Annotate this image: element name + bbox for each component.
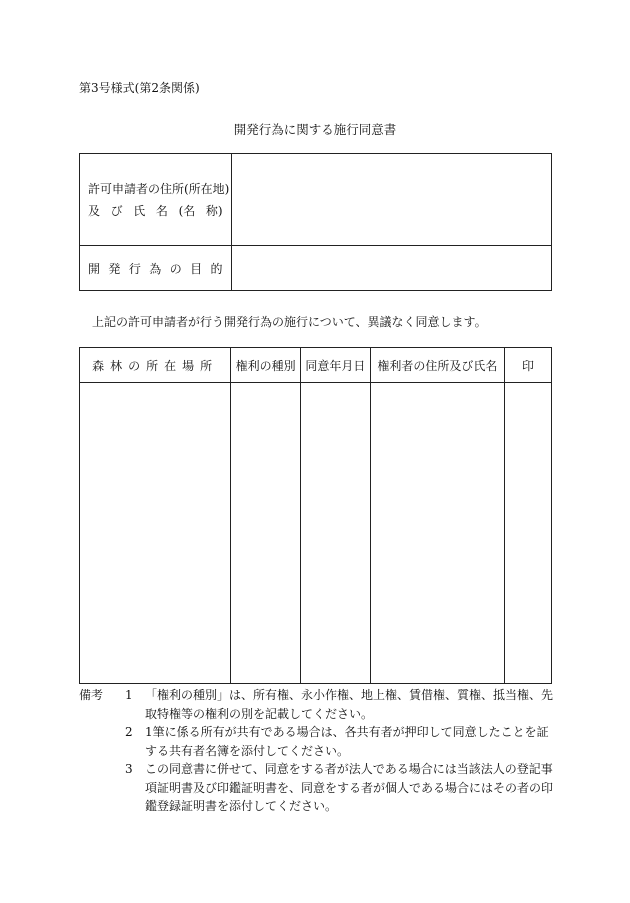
purpose-label: 開 発 行 為 の 目 的: [80, 246, 232, 291]
form-number: 第3号様式(第2条関係): [79, 81, 200, 95]
purpose-field[interactable]: [231, 246, 551, 291]
applicant-address-field[interactable]: [231, 154, 551, 246]
remark-item: [79, 723, 554, 760]
header-holder-address-name: 権利者の住所及び氏名: [370, 348, 504, 383]
forest-location-cell[interactable]: [80, 383, 231, 684]
remark-number: 1: [125, 688, 133, 702]
document-title: 開発行為に関する施行同意書: [233, 122, 397, 137]
right-type-cell[interactable]: [231, 383, 301, 684]
consent-statement: 上記の許可申請者が行う開発行為の施行について、異議なく同意します。: [92, 315, 487, 329]
remark-text: この同意書に併せて、同意をする者が法人である場合には当該法人の登記事項証明書及び印鑑証明書を、同意をする者が個人である場合にはその者の印鑑登録証明書を添付してください。: [145, 762, 554, 813]
purpose-row: [80, 246, 552, 291]
header-seal: 印: [505, 348, 552, 383]
applicant-name-label: 及 び 氏 名 (名 称): [88, 203, 223, 218]
remarks-label: 備考: [79, 688, 104, 702]
applicant-address-label-line1: 許可申請者の住所(所在地): [88, 181, 230, 196]
remark-text: 1筆に係る所有が共有である場合は、各共有者が押印して同意したことを証する共有者名簿を添付してください。: [145, 725, 549, 758]
remark-number: 2: [125, 725, 133, 739]
land-rights-table: [79, 347, 552, 684]
applicant-table: [79, 153, 552, 291]
holder-address-name-cell[interactable]: [370, 383, 504, 684]
applicant-address-label: [80, 154, 232, 246]
land-table-body-row: [80, 383, 552, 684]
remark-number: 3: [125, 762, 133, 776]
remark-item: [79, 760, 554, 816]
remark-text: 「権利の種別」は、所有権、永小作権、地上権、賃借権、質権、抵当権、先取特権等の権利の別を記載してください。: [145, 688, 554, 721]
header-consent-date: 同意年月日: [301, 348, 371, 383]
remark-item: [79, 686, 554, 723]
consent-date-cell[interactable]: [301, 383, 371, 684]
header-forest-location: 森林の所在場所: [80, 348, 231, 383]
seal-cell[interactable]: [505, 383, 552, 684]
remarks-section: [79, 686, 554, 816]
applicant-row: [80, 154, 552, 246]
land-table-header-row: [80, 348, 552, 383]
header-right-type: 権利の種別: [231, 348, 301, 383]
